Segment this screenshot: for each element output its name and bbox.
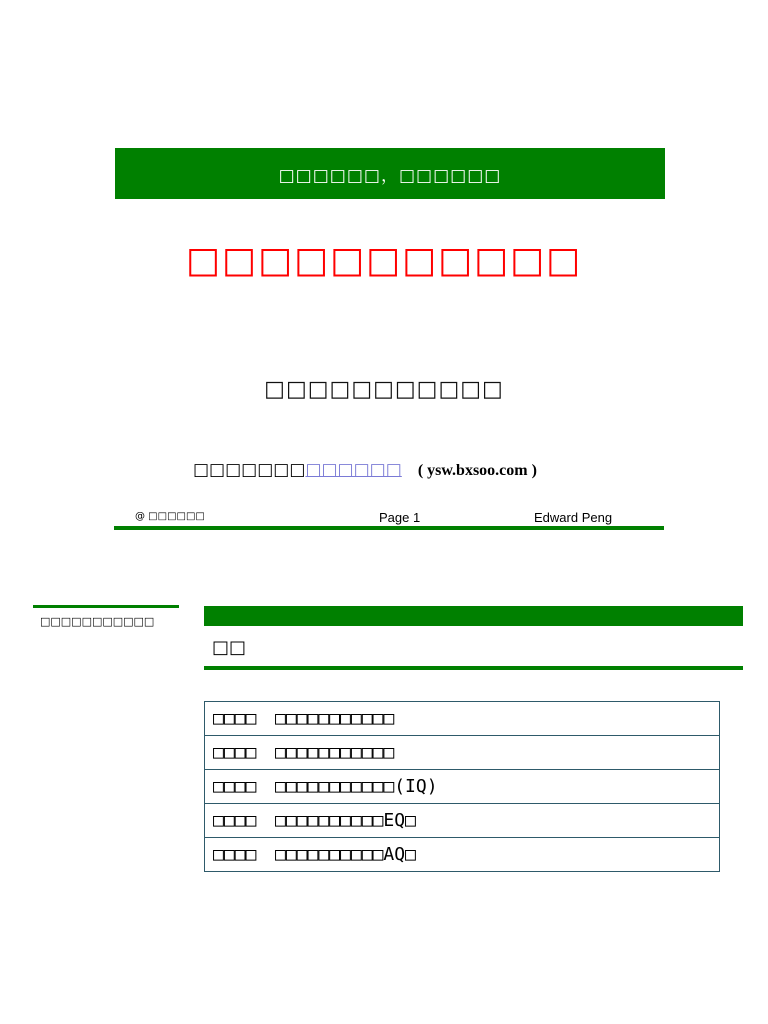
footer-divider — [114, 526, 664, 530]
toc-chapter-title: □□□□□□□□□□□ — [275, 742, 395, 763]
title-banner — [115, 148, 665, 199]
toc-cell — [205, 736, 720, 770]
source-domain: ( ysw.bxsoo.com ) — [417, 462, 537, 479]
toc-cell — [205, 770, 720, 804]
toc-row — [205, 736, 720, 770]
toc-chapter-number: □□□□ — [213, 810, 257, 831]
section-header-bar — [204, 606, 743, 626]
toc-chapter-number: □□□□ — [213, 844, 257, 865]
footer-author: Edward Peng — [534, 510, 613, 525]
source-line — [193, 460, 537, 480]
footer-page-number: Page 1 — [379, 510, 421, 525]
section-title: □□ — [212, 637, 247, 658]
toc-row — [205, 702, 720, 736]
toc-chapter-title: □□□□□□□□□□□ — [275, 708, 395, 729]
banner-text: □□□□□□，□□□□□□ — [278, 166, 502, 186]
table-of-contents — [204, 701, 720, 872]
source-link[interactable]: □□□□□□ — [305, 460, 402, 480]
toc-chapter-number: □□□□ — [213, 776, 257, 797]
toc-chapter-number: □□□□ — [213, 742, 257, 763]
toc-chapter-number: □□□□ — [213, 708, 257, 729]
slide-title: □□□□□□□□□□□ — [185, 240, 583, 281]
footer-copyright: @ □□□□□□ — [135, 511, 205, 522]
toc-row — [205, 770, 720, 804]
side-caption: □□□□□□□□□□□ — [40, 615, 155, 628]
toc-cell — [205, 702, 720, 736]
toc-chapter-title: □□□□□□□□□□EQ□ — [275, 810, 416, 831]
toc-cell — [205, 804, 720, 838]
section-header-divider — [204, 666, 743, 670]
source-prefix: □□□□□□□ — [193, 460, 306, 480]
toc-chapter-title: □□□□□□□□□□□(IQ) — [275, 776, 438, 797]
toc-row — [205, 838, 720, 872]
toc-cell — [205, 838, 720, 872]
side-divider — [33, 605, 179, 608]
slide-subtitle: □□□□□□□□□□□ — [264, 377, 504, 402]
toc-chapter-title: □□□□□□□□□□AQ□ — [275, 844, 416, 865]
toc-row — [205, 804, 720, 838]
